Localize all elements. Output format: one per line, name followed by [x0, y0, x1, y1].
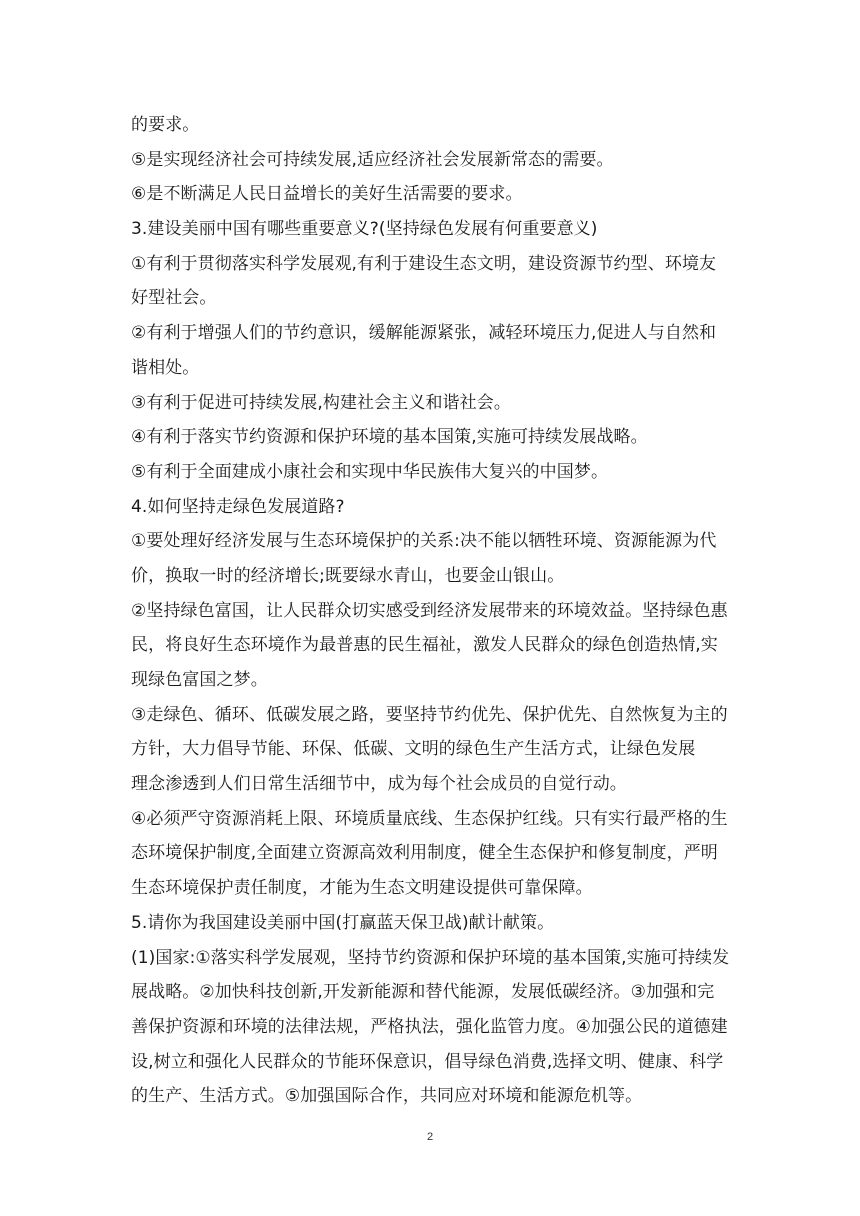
text-line: 的生产、生活方式。⑤加强国际合作，共同应对环境和能源危机等。: [131, 1086, 643, 1107]
text-line: 设,树立和强化人民群众的节能环保意识，倡导绿色消费,选择文明、健康、科学: [131, 1051, 724, 1072]
document-body: [131, 108, 741, 1114]
text-line: ①有利于贯彻落实科学发展观,有利于建设生态文明，建设资源节约型、环境友: [131, 253, 717, 274]
text-line: 现绿色富国之梦。: [131, 670, 268, 690]
text-line: ③有利于促进可持续发展,构建社会主义和谐社会。: [131, 392, 511, 413]
question-heading: 5.请你为我国建设美丽中国(打赢蓝天保卫战)献计献策。: [131, 912, 555, 933]
text-line: 价，换取一时的经济增长;既要绿水青山，也要金山银山。: [131, 565, 565, 586]
text-line: 好型社会。: [131, 288, 217, 309]
text-line: 谐相处。: [131, 357, 200, 378]
text-line: ④有利于落实节约资源和保护环境的基本国策,实施可持续发展战略。: [131, 427, 648, 448]
text-line: 态环境保护制度,全面建立资源高效利用制度，健全生态保护和修复制度，严明: [131, 843, 718, 864]
text-line: 民，将良好生态环境作为最普惠的民生福祉，激发人民群众的绿色创造热情,实: [131, 635, 718, 656]
page-number: 2: [426, 1131, 434, 1143]
text-line: 方针，大力倡导节能、环保、低碳、文明的绿色生产生活方式，让绿色发展: [131, 739, 696, 760]
text-line: 生态环境保护责任制度，才能为生态文明建设提供可靠保障。: [131, 878, 593, 899]
text-line: ⑥是不断满足人民日益增长的美好生活需要的要求。: [131, 184, 523, 205]
text-line: (1)国家:①落实科学发展观，坚持节约资源和保护环境的基本国策,实施可持续发: [131, 947, 730, 968]
text-line: 善保护资源和环境的法律法规，严格执法，强化监管力度。④加强公民的道德建: [131, 1016, 728, 1037]
text-line: 的要求。: [131, 115, 200, 135]
text-line: ③走绿色、循环、低碳发展之路，要坚持节约优先、保护优先、自然恢复为主的: [131, 704, 728, 725]
text-line: 展战略。②加快科技创新,开发新能源和替代能源，发展低碳经济。③加强和完: [131, 982, 715, 1003]
text-line: ④必须严守资源消耗上限、环境质量底线、生态保护红线。只有实行最严格的生: [131, 808, 728, 829]
text-line: ⑤是实现经济社会可持续发展,适应经济社会发展新常态的需要。: [131, 149, 614, 170]
question-heading: 4.如何坚持走绿色发展道路?: [131, 496, 345, 517]
text-line: 理念渗透到人们日常生活细节中，成为每个社会成员的自觉行动。: [131, 774, 627, 795]
text-line: ②坚持绿色富国，让人民群众切实感受到经济发展带来的环境效益。坚持绿色惠: [131, 600, 728, 621]
question-heading: 3.建设美丽中国有哪些重要意义?(坚持绿色发展有何重要意义): [131, 219, 598, 240]
text-line: ②有利于增强人们的节约意识，缓解能源紧张，减轻环境压力,促进人与自然和: [131, 323, 717, 344]
text-line: ①要处理好经济发展与生态环境保护的关系:决不能以牺牲环境、资源能源为代: [131, 531, 717, 552]
text-line: ⑤有利于全面建成小康社会和实现中华民族伟大复兴的中国梦。: [131, 461, 609, 482]
